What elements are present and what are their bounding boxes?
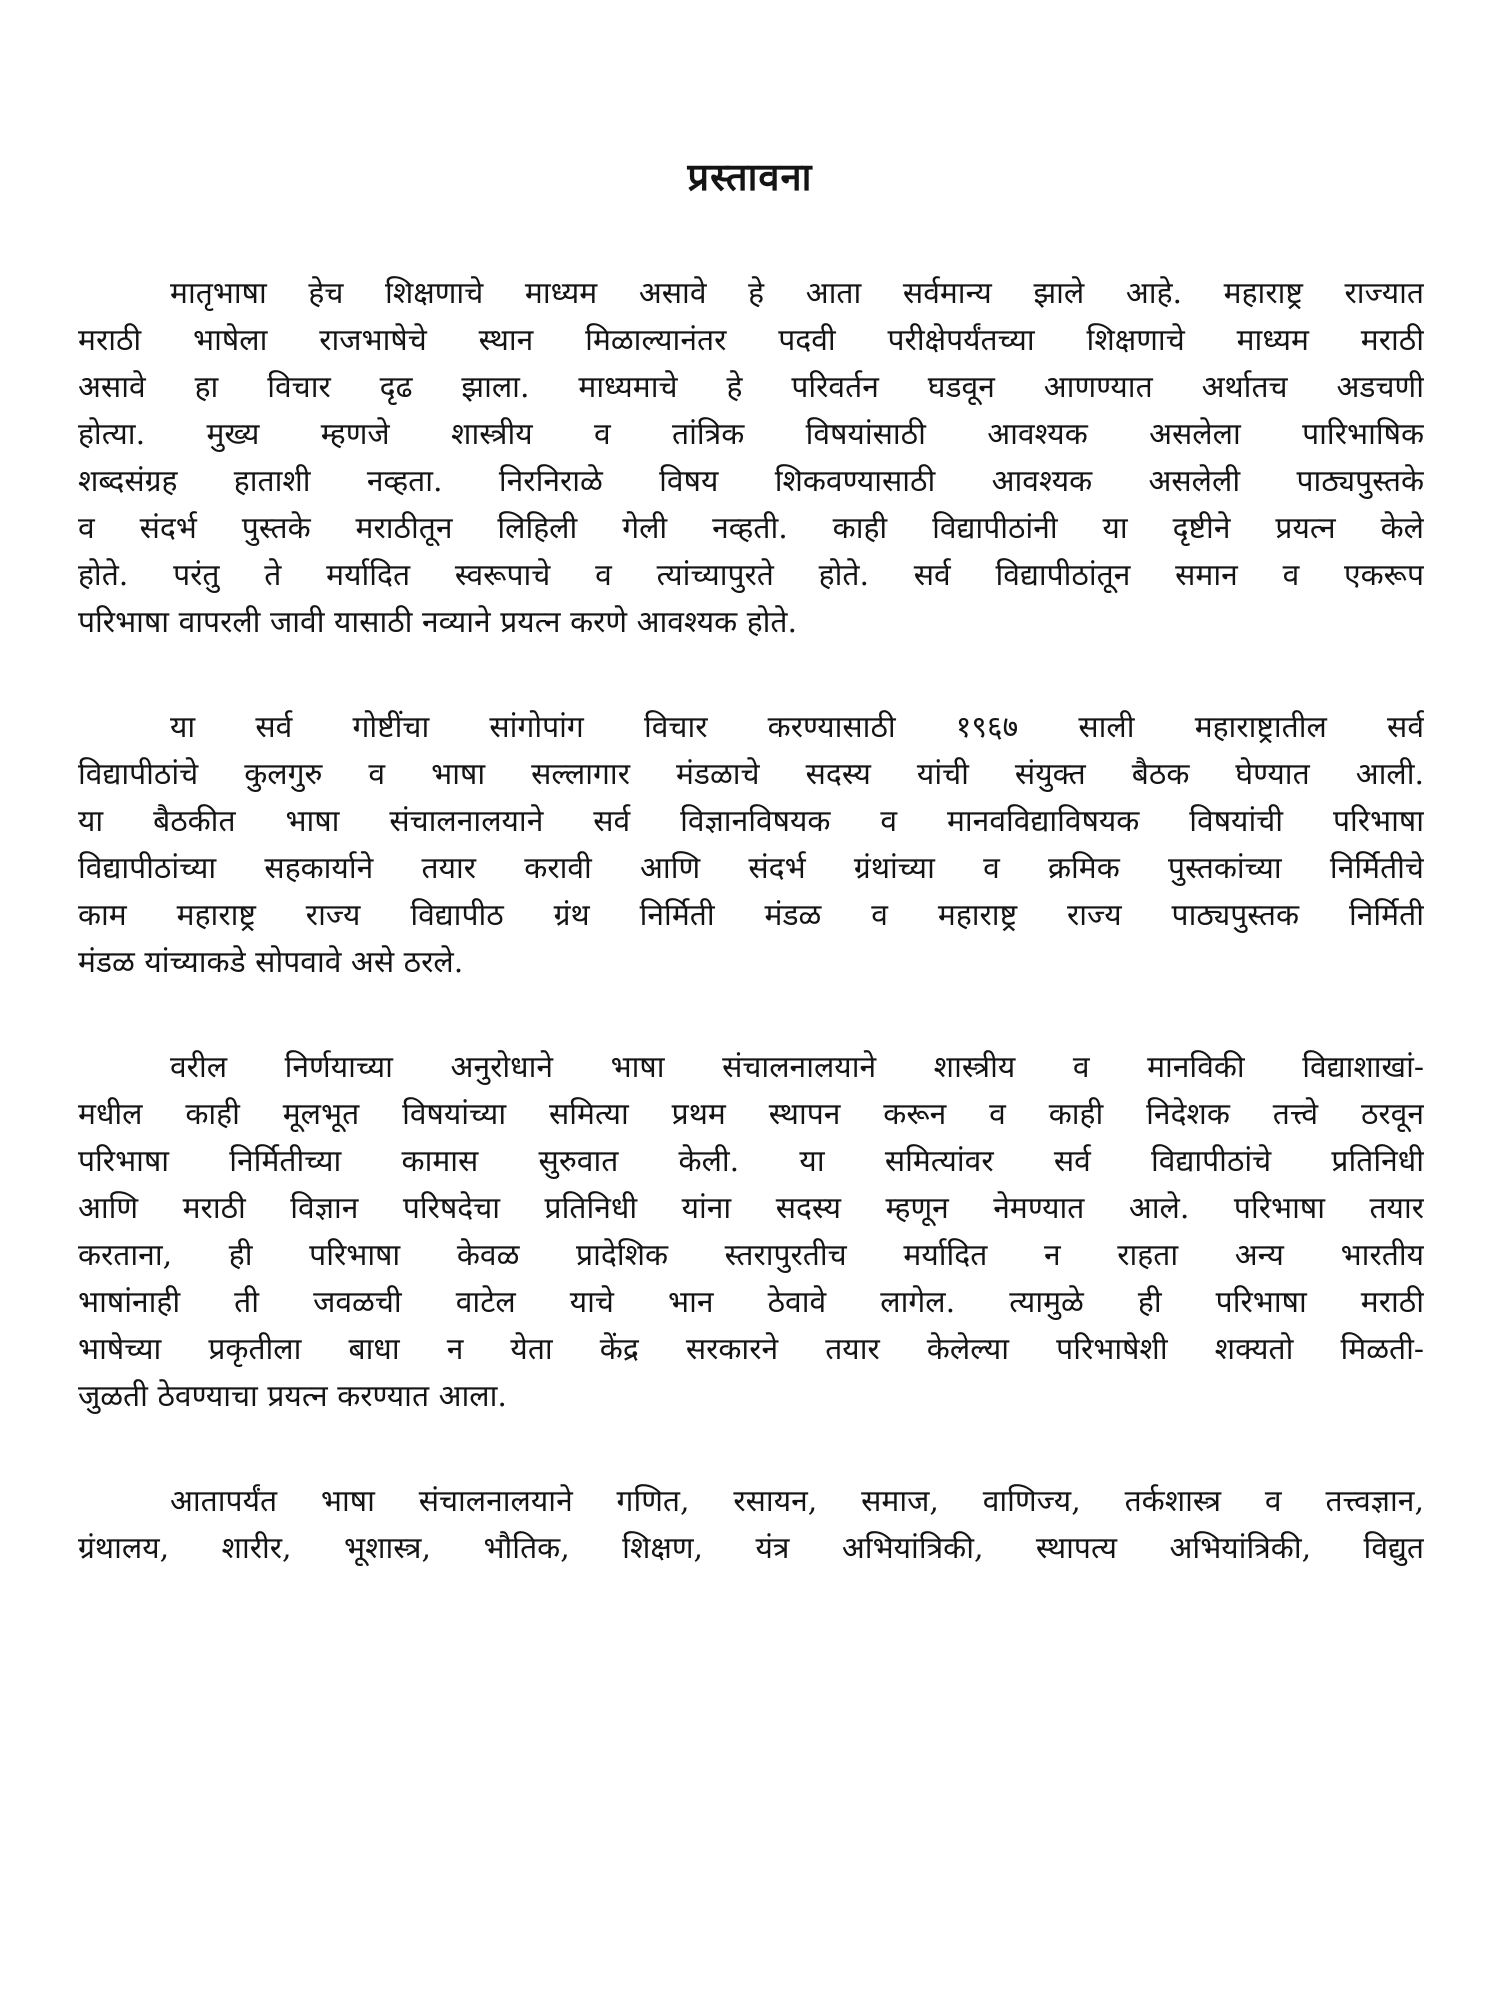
text-line: शब्दसंग्रह हाताशी नव्हता. निरनिराळे विषय शिकवण्यासाठी आवश्यक असलेली पाठ्यपुस्तके (78, 464, 1424, 499)
page-title: प्रस्तावना (687, 154, 813, 199)
text-line: मातृभाषा हेच शिक्षणाचे माध्यम असावे हे आता सर्वमान्य झाले आहे. महाराष्ट्र राज्यात (170, 276, 1424, 311)
paragraph-4 (78, 1478, 1424, 1572)
text-line: परिभाषा वापरली जावी यासाठी नव्याने प्रयत्न करणे आवश्यक होते. (78, 605, 798, 640)
text-line: मराठी भाषेला राजभाषेचे स्थान मिळाल्यानंतर पदवी परीक्षेपर्यंतच्या शिक्षणाचे माध्यम मराठी (78, 323, 1424, 358)
text-line: करताना, ही परिभाषा केवळ प्रादेशिक स्तरापुरतीच मर्यादित न राहता अन्य भारतीय (78, 1238, 1424, 1273)
text-line: या बैठकीत भाषा संचालनालयाने सर्व विज्ञानविषयक व मानवविद्याविषयक विषयांची परिभाषा (78, 804, 1424, 839)
text-line: होते. परंतु ते मर्यादित स्वरूपाचे व त्यांच्यापुरते होते. सर्व विद्यापीठांतून समान व एकरूप (78, 558, 1424, 593)
text-line: जुळती ठेवण्याचा प्रयत्न करण्यात आला. (78, 1379, 507, 1414)
text-line: मंडळ यांच्याकडे सोपवावे असे ठरले. (78, 945, 464, 980)
text-line: काम महाराष्ट्र राज्य विद्यापीठ ग्रंथ निर्मिती मंडळ व महाराष्ट्र राज्य पाठ्यपुस्तक निर्मिती (78, 898, 1424, 933)
paragraph-3 (78, 1044, 1424, 1420)
text-line: ग्रंथालय, शारीर, भूशास्त्र, भौतिक, शिक्षण, यंत्र अभियांत्रिकी, स्थापत्य अभियांत्रिकी, विद्युत (78, 1531, 1424, 1566)
document-body (78, 270, 1424, 1630)
text-line: व संदर्भ पुस्तके मराठीतून लिहिली गेली नव्हती. काही विद्यापीठांनी या दृष्टीने प्रयत्न केले (78, 511, 1424, 546)
text-line: आणि मराठी विज्ञान परिषदेचा प्रतिनिधी यांना सदस्य म्हणून नेमण्यात आले. परिभाषा तयार (78, 1191, 1424, 1226)
text-line: विद्यापीठांचे कुलगुरु व भाषा सल्लागार मंडळाचे सदस्य यांची संयुक्त बैठक घेण्यात आली. (78, 757, 1424, 792)
text-line: होत्या. मुख्य म्हणजे शास्त्रीय व तांत्रिक विषयांसाठी आवश्यक असलेला पारिभाषिक (78, 417, 1424, 452)
paragraph-2 (78, 704, 1424, 986)
text-line: या सर्व गोष्टींचा सांगोपांग विचार करण्यासाठी १९६७ साली महाराष्ट्रातील सर्व (170, 710, 1424, 745)
text-line: वरील निर्णयाच्या अनुरोधाने भाषा संचालनालयाने शास्त्रीय व मानविकी विद्याशाखां- (170, 1050, 1424, 1085)
text-line: मधील काही मूलभूत विषयांच्या समित्या प्रथम स्थापन करून व काही निदेशक तत्त्वे ठरवून (78, 1097, 1424, 1132)
paragraph-1 (78, 270, 1424, 646)
text-line: भाषेच्या प्रकृतीला बाधा न येता केंद्र सरकारने तयार केलेल्या परिभाषेशी शक्यतो मिळती- (78, 1332, 1424, 1367)
text-line: आतापर्यंत भाषा संचालनालयाने गणित, रसायन, समाज, वाणिज्य, तर्कशास्त्र व तत्त्वज्ञान, (170, 1484, 1424, 1519)
text-line: परिभाषा निर्मितीच्या कामास सुरुवात केली. या समित्यांवर सर्व विद्यापीठांचे प्रतिनिधी (78, 1144, 1424, 1179)
text-line: असावे हा विचार दृढ झाला. माध्यमाचे हे परिवर्तन घडवून आणण्यात अर्थातच अडचणी (78, 370, 1424, 405)
text-line: विद्यापीठांच्या सहकार्याने तयार करावी आणि संदर्भ ग्रंथांच्या व क्रमिक पुस्तकांच्या निर्मितीचे (78, 851, 1424, 886)
text-line: भाषांनाही ती जवळची वाटेल याचे भान ठेवावे लागेल. त्यामुळे ही परिभाषा मराठी (78, 1285, 1424, 1320)
